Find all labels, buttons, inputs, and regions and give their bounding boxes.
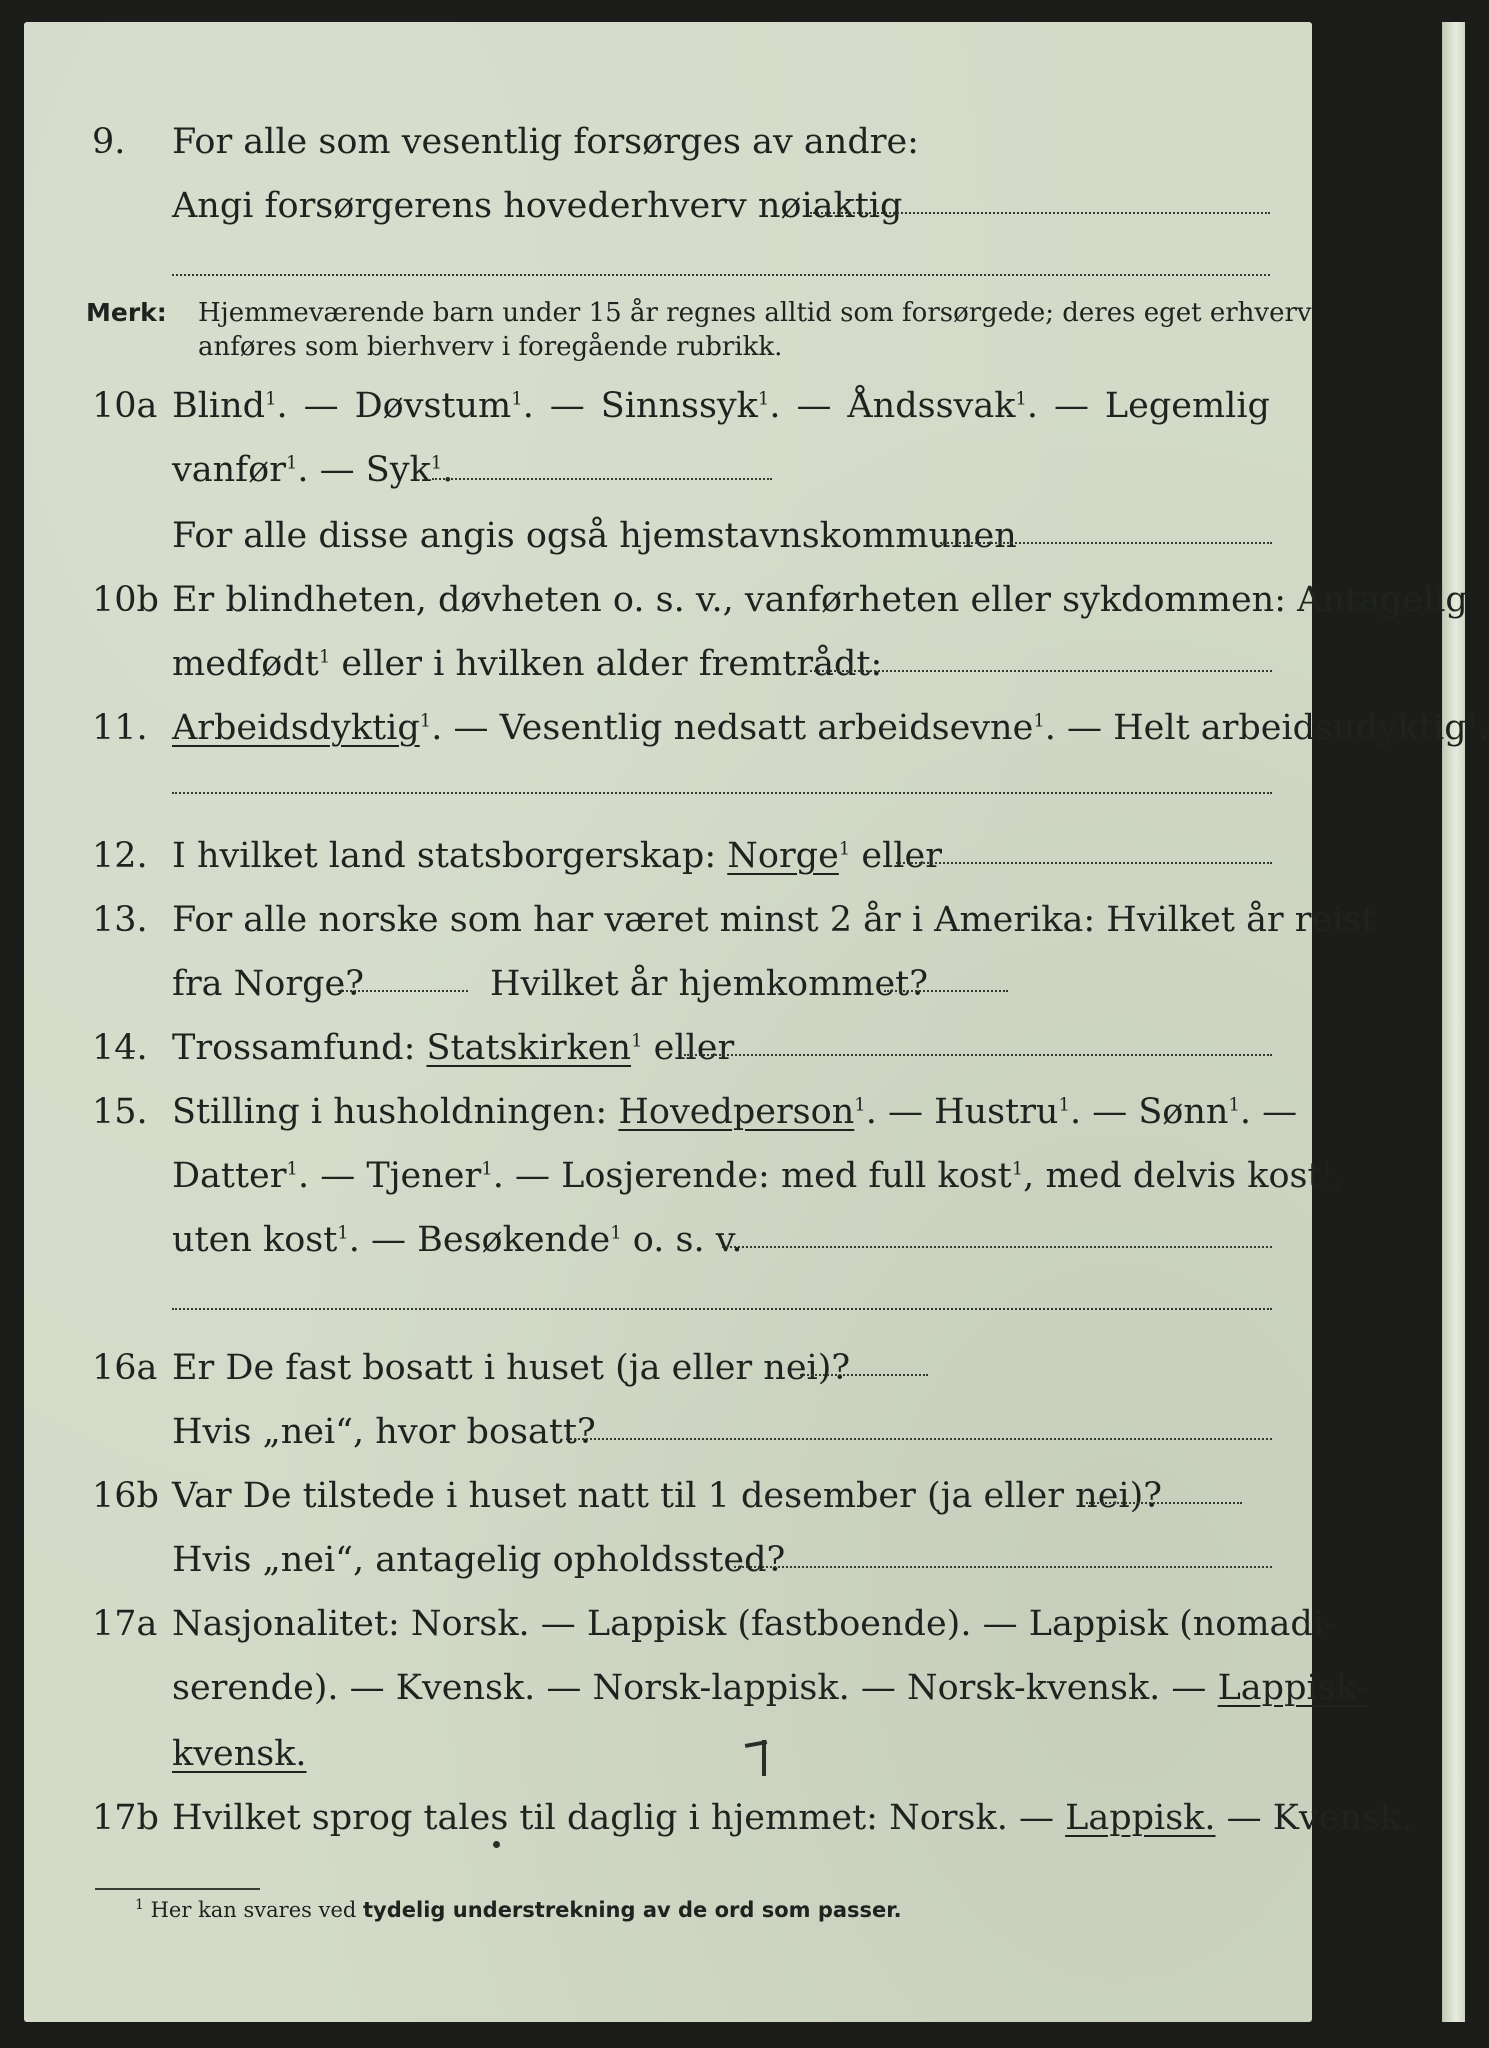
opt-andssvak[interactable]: Åndssvak: [847, 386, 1016, 426]
opt-lappisk-kvensk[interactable]: Lappisk-: [1217, 1668, 1369, 1708]
q16b-opholdssted-line[interactable]: [734, 1566, 1272, 1568]
q17a-number: 17a: [92, 1604, 158, 1644]
opt-dovstum[interactable]: Døvstum: [354, 386, 512, 426]
q14-answer-line[interactable]: [684, 1054, 1272, 1056]
q17b-label: Hvilket sprog tales til daglig i hjemmet: Norsk. —: [172, 1798, 1054, 1838]
q13-hjemkommet-line[interactable]: [884, 990, 1008, 992]
opt-statskirken[interactable]: Statskirken: [426, 1028, 632, 1068]
opt-uten-kost[interactable]: uten kost: [172, 1220, 338, 1260]
merk-text1: Hjemmeværende barn under 15 år regnes alltid som forsørgede; deres eget erhverv: [198, 298, 1312, 328]
q10b-rest: eller i hvilken alder fremtrådt:: [341, 644, 883, 684]
q15-number: 15.: [92, 1092, 148, 1132]
q9-answer-line2[interactable]: [172, 274, 1270, 276]
page-edge: [1442, 22, 1465, 2022]
opt-norge[interactable]: Norge: [727, 836, 839, 876]
footnote-marker: 1: [135, 1897, 144, 1913]
footnote-bold: tydelig understrekning av de ord som passer.: [363, 1898, 902, 1922]
opt-legemlig[interactable]: Legemlig: [1104, 386, 1270, 426]
footnote: [135, 1898, 902, 1922]
q12-eller: eller: [861, 836, 942, 876]
q11-options: Arbeidsdyktig$^1$. — Vesentlig nedsatt arbeidsevne$^1$. — Helt arbeidsudyktig$^1$.: [172, 708, 1489, 748]
q16a-number: 16a: [92, 1348, 158, 1388]
q10a-options: Blind$^1$. — Døvstum$^1$. — Sinnssyk$^1$. — Åndssvak$^1$. — Legemlig: [172, 386, 1270, 426]
q17a-text2a: serende). — Kvensk. — Norsk-lappisk. — Norsk-kvensk. —: [172, 1668, 1207, 1708]
q15-text3: uten kost$^1$. — Besøkende$^1$ o. s. v.: [172, 1220, 743, 1260]
q12-text: I hvilket land statsborgerskap: Norge$^1$ eller: [172, 836, 942, 876]
q10a-line3-text: For alle disse angis også hjemstavnskommunen: [172, 516, 1017, 556]
q15-answer-line2[interactable]: [172, 1308, 1272, 1310]
opt-losjerende[interactable]: Losjerende: med full kost: [561, 1156, 1012, 1196]
q16b-text1: Var De tilstede i huset natt til 1 desember (ja eller nei)?: [172, 1476, 1163, 1516]
pen-mark-stroke: [762, 1740, 766, 1776]
q10a-answer-line[interactable]: [432, 478, 772, 480]
opt-udyktig[interactable]: Helt arbeidsudyktig: [1113, 708, 1467, 748]
q14-text: Trossamfund: Statskirken$^1$ eller: [172, 1028, 735, 1068]
opt-blind[interactable]: Blind: [172, 386, 266, 426]
footnote-plain: Her kan svares ved: [150, 1898, 357, 1922]
ink-dot: [493, 1841, 500, 1848]
opt-hustru[interactable]: Hustru: [934, 1092, 1059, 1132]
q9-answer-line[interactable]: [810, 212, 1270, 214]
q11-answer-line[interactable]: [172, 792, 1272, 794]
q14-label: Trossamfund:: [172, 1028, 416, 1068]
q12-label: I hvilket land statsborgerskap:: [172, 836, 717, 876]
q15-label: Stilling i husholdningen:: [172, 1092, 608, 1132]
q17a-text1: Nasjonalitet: Norsk. — Lappisk (fastboende). — Lappisk (nomadi-: [172, 1604, 1336, 1644]
q11-number: 11.: [92, 708, 148, 748]
q17b-text: [172, 1796, 1412, 1840]
opt-arbeidsdyktig[interactable]: Arbeidsdyktig: [172, 708, 420, 748]
q9-text2: Angi forsørgerens hovederhverv nøiaktig: [172, 186, 903, 226]
q15-text2: Datter$^1$. — Tjener$^1$. — Losjerende: med full kost$^1$, med delvis kost$^1$,: [172, 1156, 1345, 1196]
q13-reist-line[interactable]: [338, 990, 468, 992]
q16a-text1: Er De fast bosatt i huset (ja eller nei)?: [172, 1348, 851, 1388]
q10b-answer-line[interactable]: [810, 670, 1272, 672]
q13-text1: For alle norske som har været minst 2 år i Amerika: Hvilket år reist: [172, 900, 1376, 940]
q10b-number: 10b: [92, 580, 159, 620]
q15-osv: o. s. v.: [632, 1220, 743, 1260]
opt-lappisk[interactable]: Lappisk.: [1065, 1798, 1216, 1838]
opt-hovedperson[interactable]: Hovedperson: [618, 1092, 855, 1132]
q17a-text2: [172, 1666, 1368, 1710]
opt-nedsatt[interactable]: Vesentlig nedsatt arbeidsevne: [499, 708, 1034, 748]
q17b-number: 17b: [92, 1798, 159, 1838]
q15-answer-line[interactable]: [722, 1246, 1272, 1248]
q10b-text2: medfødt$^1$ eller i hvilken alder fremtrådt:: [172, 644, 883, 684]
opt-datter[interactable]: Datter: [172, 1156, 287, 1196]
q13-number: 13.: [92, 900, 148, 940]
footnote-rule: [95, 1888, 260, 1890]
q16b-answer-line[interactable]: [1086, 1502, 1242, 1504]
opt-syk[interactable]: Syk: [365, 450, 431, 490]
q15-text1: Stilling i husholdningen: Hovedperson$^1$. — Hustru$^1$. — Sønn$^1$. —: [172, 1092, 1298, 1132]
q16a-answer-line[interactable]: [800, 1374, 928, 1376]
opt-sinnssyk[interactable]: Sinnssyk: [600, 386, 758, 426]
q13-text2b: Hvilket år hjemkommet?: [490, 964, 929, 1004]
q16a-bosatt-line[interactable]: [566, 1438, 1272, 1440]
q10a-kommune-line[interactable]: [940, 542, 1272, 544]
q9-number: 9.: [92, 122, 126, 162]
opt-vanfor[interactable]: vanfør: [172, 450, 286, 490]
q9-text: For alle som vesentlig forsørges av andre:: [172, 122, 919, 162]
q10a-number: 10a: [92, 386, 158, 426]
opt-tjener[interactable]: Tjener: [366, 1156, 482, 1196]
q17a-text3[interactable]: kvensk.: [172, 1734, 307, 1774]
opt-sonn[interactable]: Sønn: [1138, 1092, 1229, 1132]
q12-answer-line[interactable]: [896, 862, 1272, 864]
q17b-kvensk: — Kvensk.: [1226, 1798, 1413, 1838]
q10b-text1: Er blindheten, døvheten o. s. v., vanførheten eller sykdommen: Antagelig: [172, 580, 1468, 620]
q14-number: 14.: [92, 1028, 148, 1068]
opt-besokende[interactable]: Besøkende: [417, 1220, 611, 1260]
q12-number: 12.: [92, 836, 148, 876]
q13-text2a: fra Norge?: [172, 964, 364, 1004]
q16a-text2: Hvis „nei“, hvor bosatt?: [172, 1412, 596, 1452]
q16b-number: 16b: [92, 1476, 159, 1516]
merk-label: Merk:: [86, 298, 167, 327]
q14-eller: eller: [653, 1028, 735, 1068]
opt-delvis[interactable]: med delvis kost: [1045, 1156, 1322, 1196]
q16b-text2: Hvis „nei“, antagelig opholdssted?: [172, 1540, 786, 1580]
q10a-line2-text: vanfør$^1$. — Syk$^1$.: [172, 450, 454, 490]
merk-text2: anføres som bierhverv i foregående rubrikk.: [198, 332, 783, 362]
opt-medfodt[interactable]: medfødt: [172, 644, 319, 684]
